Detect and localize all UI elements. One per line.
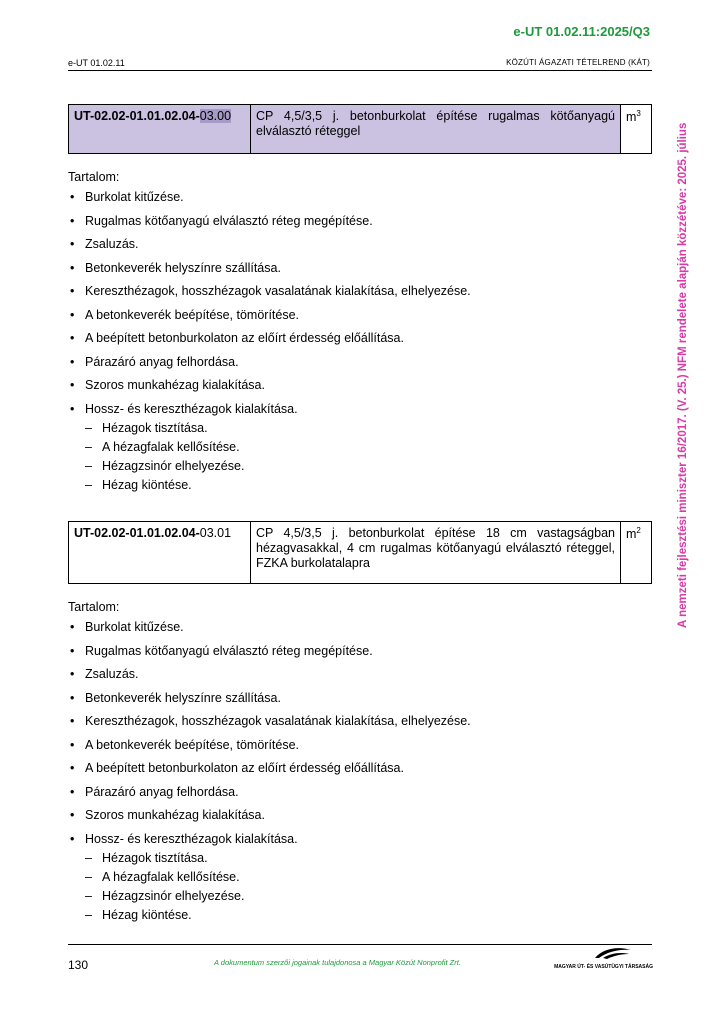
sub-list-item: – Hézag kiöntése. bbox=[68, 908, 471, 927]
item-code-prefix: UT-02.02-01.01.02.04- bbox=[74, 526, 200, 540]
list-item: • Burkolat kitűzése. bbox=[68, 620, 471, 644]
list-item: • Hossz- és kereszthézagok kialakítása. bbox=[68, 402, 471, 421]
unit-exponent: 3 bbox=[636, 109, 641, 118]
header-rule bbox=[68, 70, 652, 71]
copyright-notice: A dokumentum szerzői jogainak tulajdonosa a Magyar Közút Nonprofit Zrt. bbox=[214, 958, 461, 967]
header-right-title: KÖZÚTI ÁGAZATI TÉTELREND (KÁT) bbox=[506, 58, 650, 67]
sub-list-item: – Hézagok tisztítása. bbox=[68, 421, 471, 440]
unit-base: m bbox=[626, 527, 637, 542]
header-left-code: e-UT 01.02.11 bbox=[68, 58, 125, 68]
logo-text: MAGYAR ÚT- ÉS VASÚTÜGYI TÁRSASÁG bbox=[554, 964, 653, 970]
sub-list-item: – Hézag kiöntése. bbox=[68, 478, 471, 497]
list-item: • Kereszthézagok, hosszhézagok vasalatának kialakítása, elhelyezése. bbox=[68, 284, 471, 308]
list-item: • Hossz- és kereszthézagok kialakítása. bbox=[68, 832, 471, 851]
list-item: • A betonkeverék beépítése, tömörítése. bbox=[68, 738, 471, 762]
list-item: • Burkolat kitűzése. bbox=[68, 190, 471, 214]
sub-list-item: – Hézagzsinór elhelyezése. bbox=[68, 459, 471, 478]
sub-list-item: – A hézagfalak kellősítése. bbox=[68, 870, 471, 889]
company-logo bbox=[554, 946, 653, 970]
list-item: • A beépített betonburkolaton az előírt érdesség előállítása. bbox=[68, 761, 471, 785]
unit-base: m bbox=[626, 110, 637, 125]
sub-list-item: – A hézagfalak kellősítése. bbox=[68, 440, 471, 459]
list-item: • Betonkeverék helyszínre szállítása. bbox=[68, 261, 471, 285]
item-unit bbox=[621, 522, 652, 584]
publication-side-note: A nemzeti fejlesztési miniszter 16/2017. (V. 25.) NFM rendelete alapján közzétéve: 2025. július bbox=[677, 122, 689, 628]
content-list bbox=[68, 620, 471, 927]
content-section-1 bbox=[68, 170, 471, 497]
item-description: CP 4,5/3,5 j. betonburkolat építése rugalmas kötőanyagú elválasztó réteggel bbox=[251, 105, 621, 154]
item-code-suffix: 03.01 bbox=[199, 526, 232, 540]
content-section-2 bbox=[68, 600, 471, 927]
item-row bbox=[69, 105, 652, 154]
list-item: • A betonkeverék beépítése, tömörítése. bbox=[68, 308, 471, 332]
unit-exponent: 2 bbox=[636, 526, 641, 535]
page-number: 130 bbox=[68, 958, 89, 972]
sub-list-item: – Hézagzsinór elhelyezése. bbox=[68, 889, 471, 908]
content-list bbox=[68, 190, 471, 497]
list-item: • Zsaluzás. bbox=[68, 237, 471, 261]
sub-list-item: – Hézagok tisztítása. bbox=[68, 851, 471, 870]
item-code[interactable] bbox=[69, 105, 251, 154]
item-table-2 bbox=[68, 521, 652, 584]
item-code-prefix: UT-02.02-01.01.02.04- bbox=[74, 109, 200, 123]
content-label: Tartalom: bbox=[68, 170, 120, 184]
list-item: • Kereszthézagok, hosszhézagok vasalatának kialakítása, elhelyezése. bbox=[68, 714, 471, 738]
content-label: Tartalom: bbox=[68, 600, 120, 614]
list-item: • Párazáró anyag felhordása. bbox=[68, 785, 471, 809]
item-unit bbox=[621, 105, 652, 154]
list-item: • Rugalmas kötőanyagú elválasztó réteg megépítése. bbox=[68, 214, 471, 238]
item-row bbox=[69, 522, 652, 584]
list-item: • Rugalmas kötőanyagú elválasztó réteg megépítése. bbox=[68, 644, 471, 668]
list-item: • Szoros munkahézag kialakítása. bbox=[68, 808, 471, 832]
item-code-suffix-selected[interactable]: 03.00 bbox=[199, 109, 232, 123]
list-item: • Betonkeverék helyszínre szállítása. bbox=[68, 691, 471, 715]
list-item: • A beépített betonburkolaton az előírt érdesség előállítása. bbox=[68, 331, 471, 355]
item-description: CP 4,5/3,5 j. betonburkolat építése 18 cm vastagságban hézagvasakkal, 4 cm rugalmas kötőanyagú elválasztó réteggel, FZKA burkolatalapra bbox=[251, 522, 621, 584]
item-table-1 bbox=[68, 104, 652, 154]
item-code[interactable] bbox=[69, 522, 251, 584]
footer-rule bbox=[68, 944, 652, 945]
list-item: • Zsaluzás. bbox=[68, 667, 471, 691]
list-item: • Párazáró anyag felhordása. bbox=[68, 355, 471, 379]
list-item: • Szoros munkahézag kialakítása. bbox=[68, 378, 471, 402]
document-code: e-UT 01.02.11:2025/Q3 bbox=[513, 24, 650, 39]
logo-swoosh-icon bbox=[593, 946, 633, 960]
